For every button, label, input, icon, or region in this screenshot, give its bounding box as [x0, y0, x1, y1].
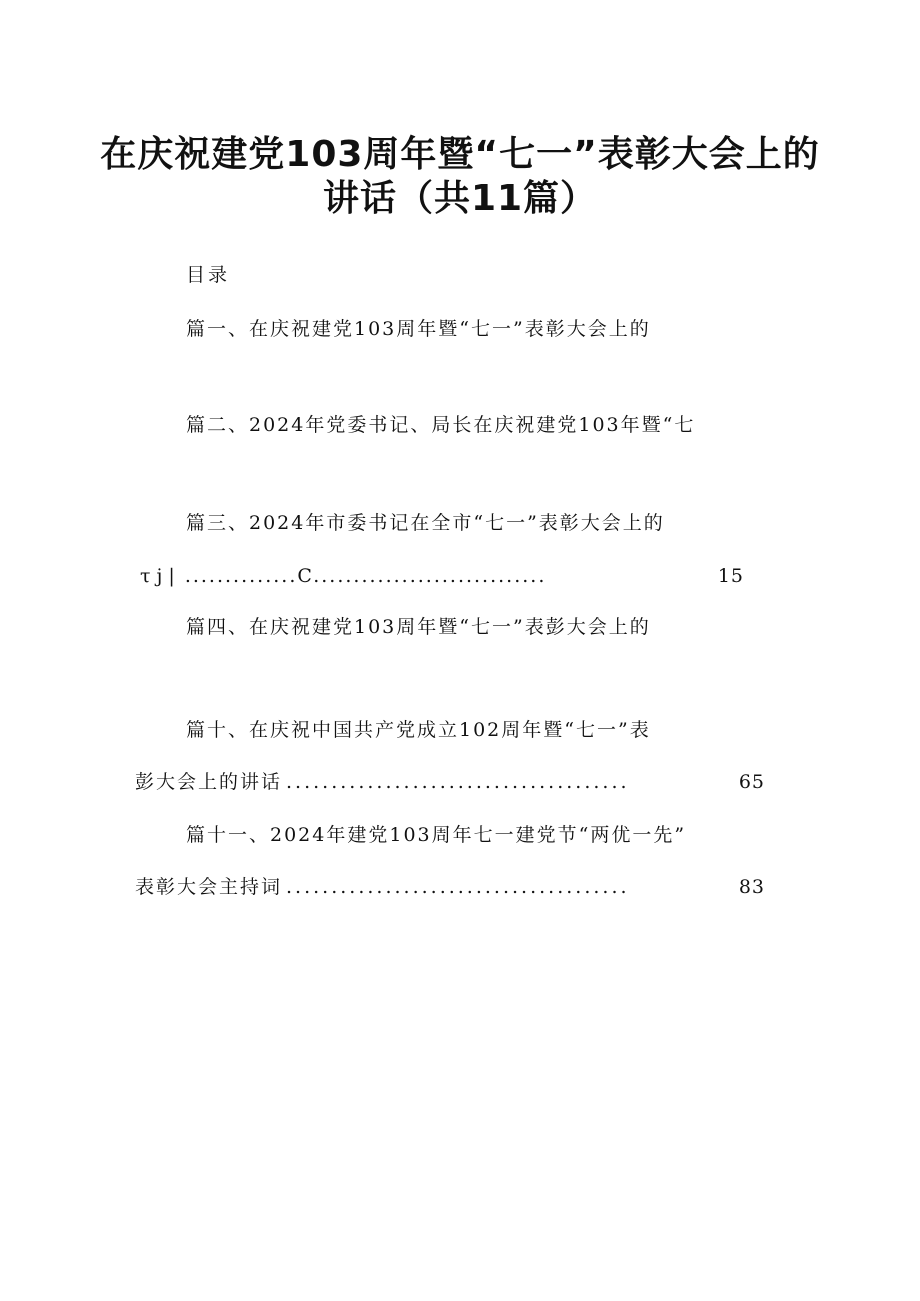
toc-entry-3-continuation[interactable]	[140, 563, 744, 589]
toc-heading: 目录	[186, 264, 231, 286]
document-title-line-2: 讲话（共11篇）	[322, 178, 598, 219]
toc-entry-11-continuation-text: 表彰大会主持词	[135, 876, 283, 898]
toc-entry-10-leader: ......................................	[286, 771, 630, 793]
toc-entry-10-continuation[interactable]	[135, 769, 765, 795]
toc-entry-3-leader: ..............C.............................	[184, 565, 547, 587]
toc-entry-11-leader: ......................................	[286, 876, 630, 898]
toc-entry-3-continuation-text: τj|	[140, 565, 181, 587]
document-title-line-1: 在庆祝建党103周年暨“七一”表彰大会上的	[100, 134, 820, 175]
toc-entry-11[interactable]: 篇十一、2024年建党103周年七一建党节“两优一先”	[186, 824, 687, 846]
toc-entry-10-continuation-text: 彭大会上的讲话	[135, 771, 283, 793]
toc-entry-10[interactable]: 篇十、在庆祝中国共产党成立102周年暨“七一”表	[186, 719, 651, 741]
toc-entry-10-page: 65	[738, 771, 765, 793]
toc-entry-11-continuation[interactable]	[135, 874, 765, 900]
toc-entry-4[interactable]: 篇四、在庆祝建党103周年暨“七一”表彭大会上的	[186, 616, 651, 638]
toc-entry-1[interactable]: 篇一、在庆祝建党103周年暨“七一”表彰大会上的	[186, 318, 651, 340]
toc-entry-2[interactable]: 篇二、2024年党委书记、局长在庆祝建党103年暨“七	[186, 414, 696, 436]
toc-entry-3[interactable]: 篇三、2024年市委书记在全市“七一”表彰大会上的	[186, 512, 665, 534]
toc-entry-11-page: 83	[738, 876, 765, 898]
toc-entry-3-page: 15	[717, 565, 744, 587]
